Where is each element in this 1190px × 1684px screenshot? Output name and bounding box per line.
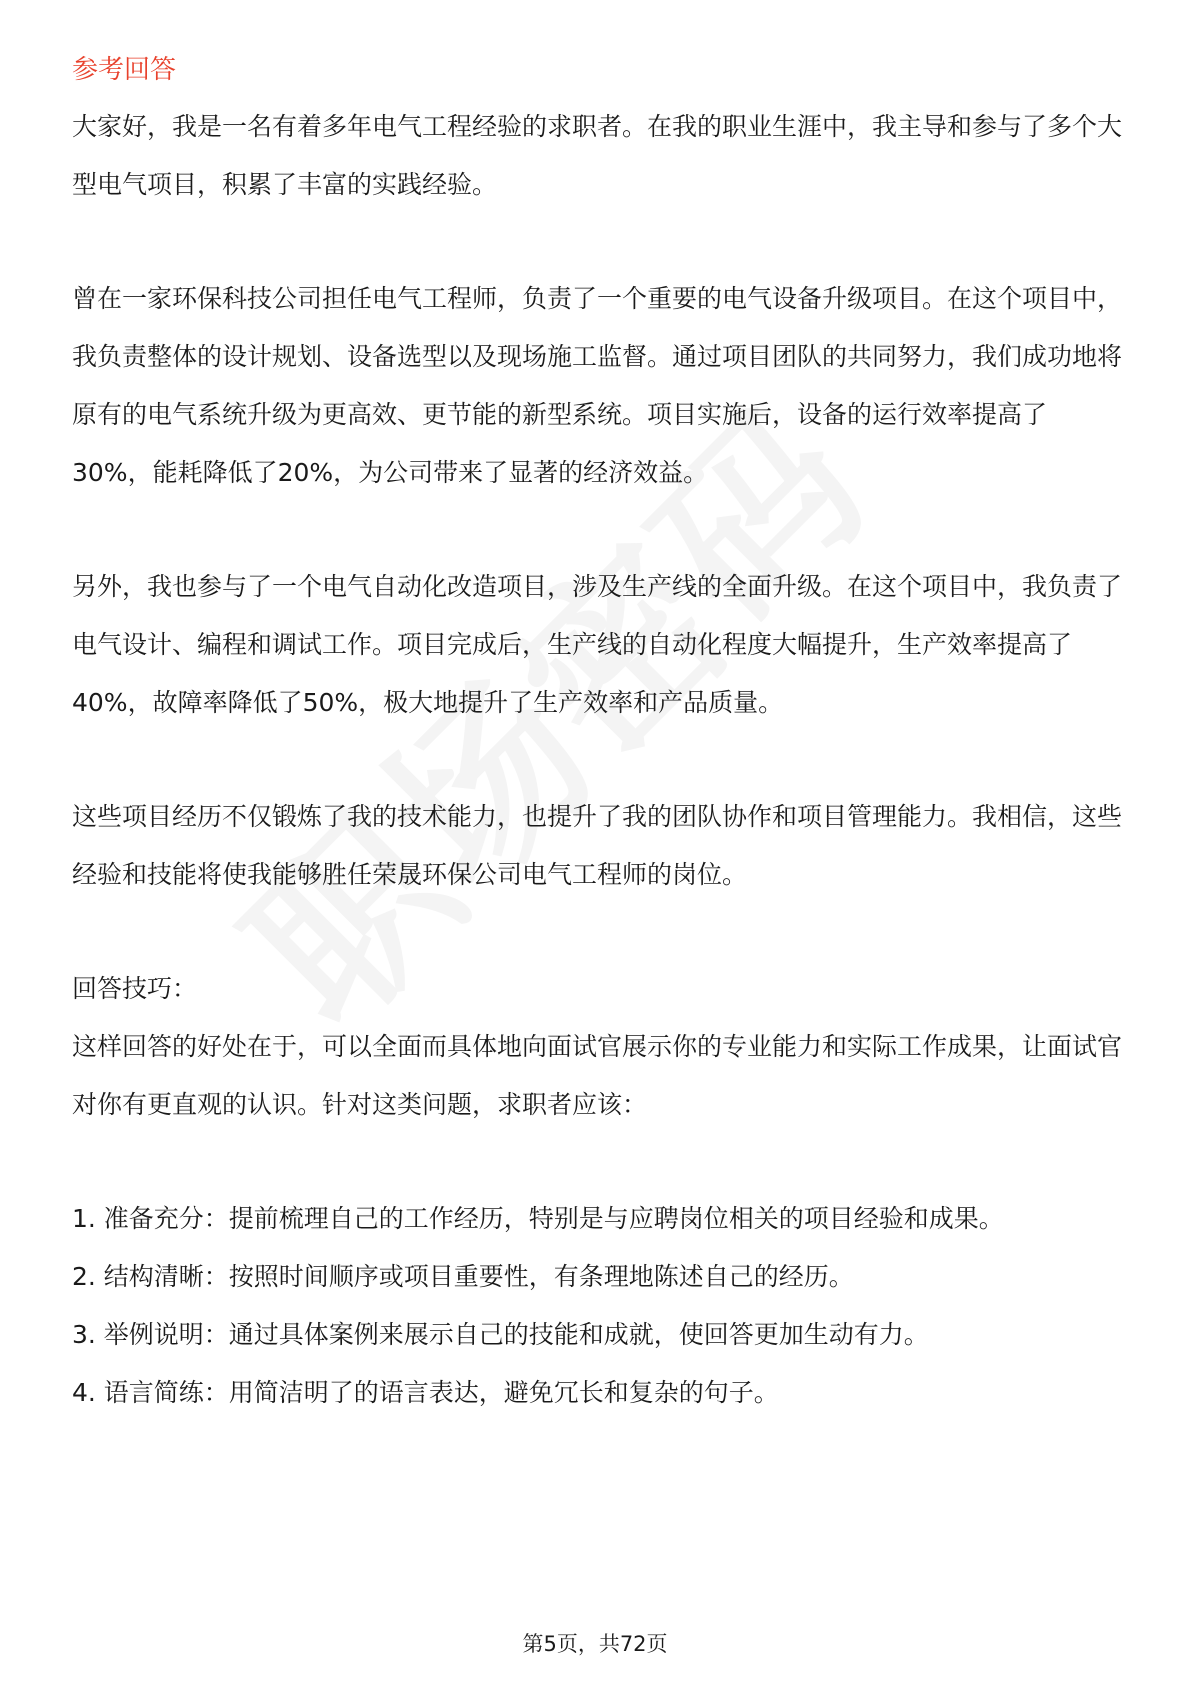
paragraph-project-two: 另外，我也参与了一个电气自动化改造项目，涉及生产线的全面升级。在这个项目中，我负责了电气设计、编程和调试工作。项目完成后，生产线的自动化程度大幅提升，生产效率提高了40%，故障率降低了50%，极大地提升了生产效率和产品质量。	[72, 572, 1123, 717]
tips-list-item: 3. 举例说明：通过具体案例来展示自己的技能和成就，使回答更加生动有力。	[72, 1320, 929, 1349]
tips-intro: 这样回答的好处在于，可以全面而具体地向面试官展示你的专业能力和实际工作成果，让面试官对你有更直观的认识。针对这类问题，求职者应该：	[72, 1032, 1123, 1119]
paragraph-summary: 这些项目经历不仅锻炼了我的技术能力，也提升了我的团队协作和项目管理能力。我相信，这些经验和技能将使我能够胜任荣晟环保公司电气工程师的岗位。	[72, 802, 1123, 889]
tips-title: 回答技巧：	[72, 974, 198, 1003]
tips-list	[72, 1190, 1122, 1422]
page-number: 第5页，共72页	[522, 1632, 668, 1656]
tips-list-item: 1. 准备充分：提前梳理自己的工作经历，特别是与应聘岗位相关的项目经验和成果。	[72, 1204, 1004, 1233]
paragraph-intro: 大家好，我是一名有着多年电气工程经验的求职者。在我的职业生涯中，我主导和参与了多个大型电气项目，积累了丰富的实践经验。	[72, 112, 1123, 199]
tips-list-item: 4. 语言简练：用简洁明了的语言表达，避免冗长和复杂的句子。	[72, 1378, 779, 1407]
document-content	[72, 48, 1122, 1422]
paragraph-project-one: 曾在一家环保科技公司担任电气工程师，负责了一个重要的电气设备升级项目。在这个项目中，我负责整体的设计规划、设备选型以及现场施工监督。通过项目团队的共同努力，我们成功地将原有的电气系统升级为更高效、更节能的新型系统。项目实施后，设备的运行效率提高了30%，能耗降低了20%，为公司带来了显著的经济效益。	[72, 284, 1123, 487]
section-heading: 参考回答	[72, 55, 177, 85]
tips-list-item: 2. 结构清晰：按照时间顺序或项目重要性，有条理地陈述自己的经历。	[72, 1262, 854, 1291]
